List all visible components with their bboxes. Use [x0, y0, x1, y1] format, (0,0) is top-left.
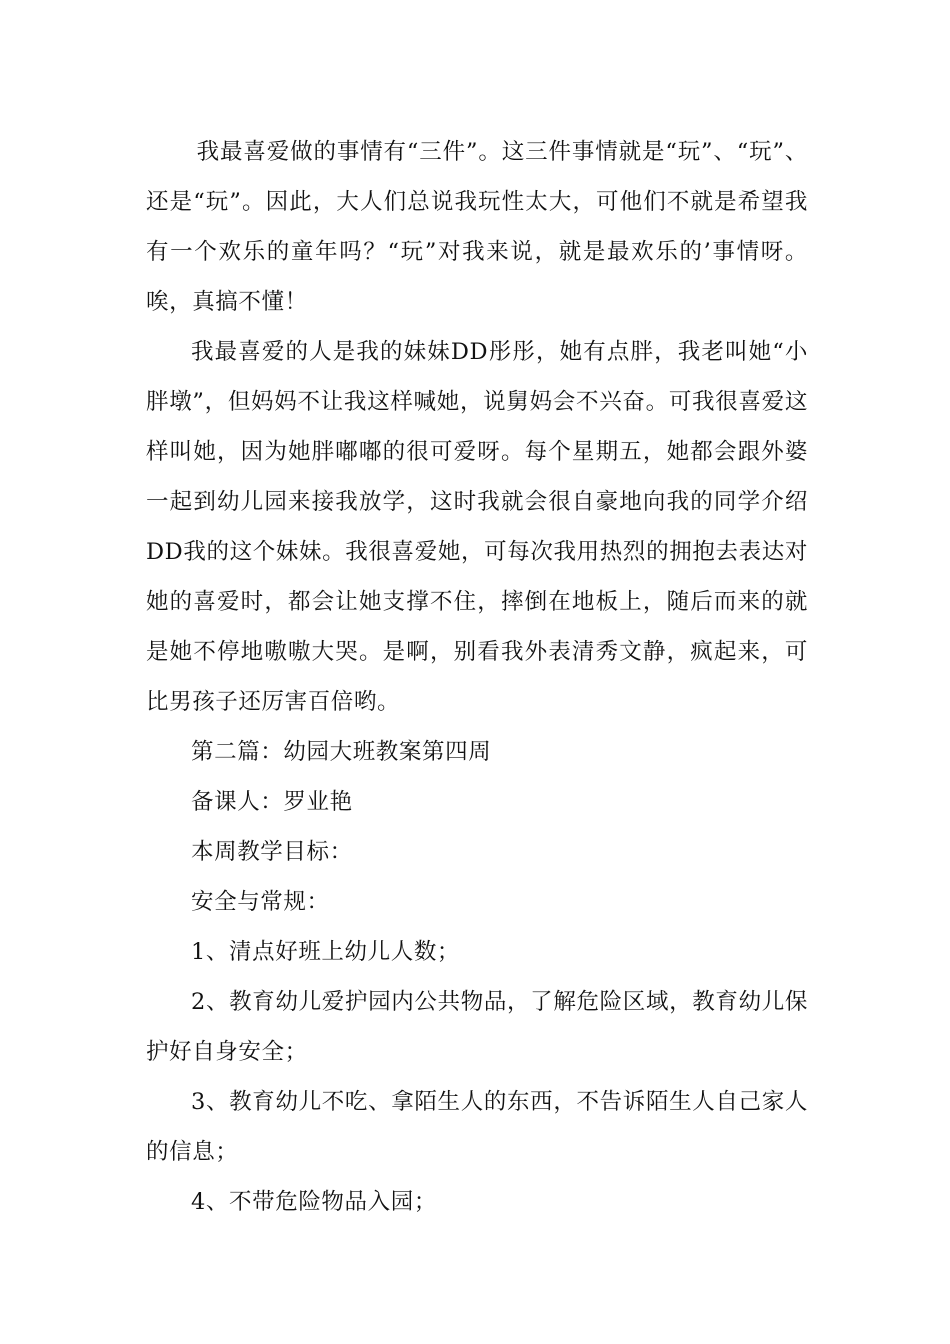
- paragraph-favorite-person: 我最喜爱的人是我的妹妹DD彤彤，她有点胖，我老叫她“小胖墩”，但妈妈不让我这样喊她，说舅妈会不兴奋。可我很喜爱这样叫她，因为她胖嘟嘟的很可爱呀。每个星期五，她都会跟外婆一起到幼儿园来接我放学，这时我就会很自豪地向我的同学介绍DD我的这个妹妹。我很喜爱她，可每次我用热烈的拥抱去表达对她的喜爱时，都会让她支撑不住，摔倒在地板上，随后而来的就是她不停地嗷嗷大哭。是啊，别看我外表清秀文静，疯起来，可比男孩子还厉害百倍哟。: [146, 339, 808, 715]
- list-item: 3、教育幼儿不吃、拿陌生人的东西，不告诉陌生人自己家人的信息；: [146, 1089, 808, 1165]
- list-item: 4、不带危险物品入园；: [191, 1189, 437, 1215]
- section-heading: 第二篇：幼园大班教案第四周: [191, 739, 492, 765]
- preparer-line: 备课人：罗业艳: [191, 789, 353, 815]
- safety-heading: 安全与常规：: [191, 889, 330, 915]
- weekly-goals-heading: 本周教学目标：: [191, 839, 353, 865]
- list-item: 1、清点好班上幼儿人数；: [191, 939, 461, 965]
- paragraph-favorite-things: 我最喜爱做的事情有“三件”。这三件事情就是“玩”、“玩”、还是“玩”。因此，大人们总说我玩性太大，可他们不就是希望我有一个欢乐的童年吗？“玩”对我来说，就是最欢乐的’事情呀。唉，真搞不懂！: [146, 139, 808, 315]
- document-page: [146, 127, 808, 1227]
- list-item: 2、教育幼儿爱护园内公共物品，了解危险区域，教育幼儿保护好自身安全；: [146, 989, 808, 1065]
